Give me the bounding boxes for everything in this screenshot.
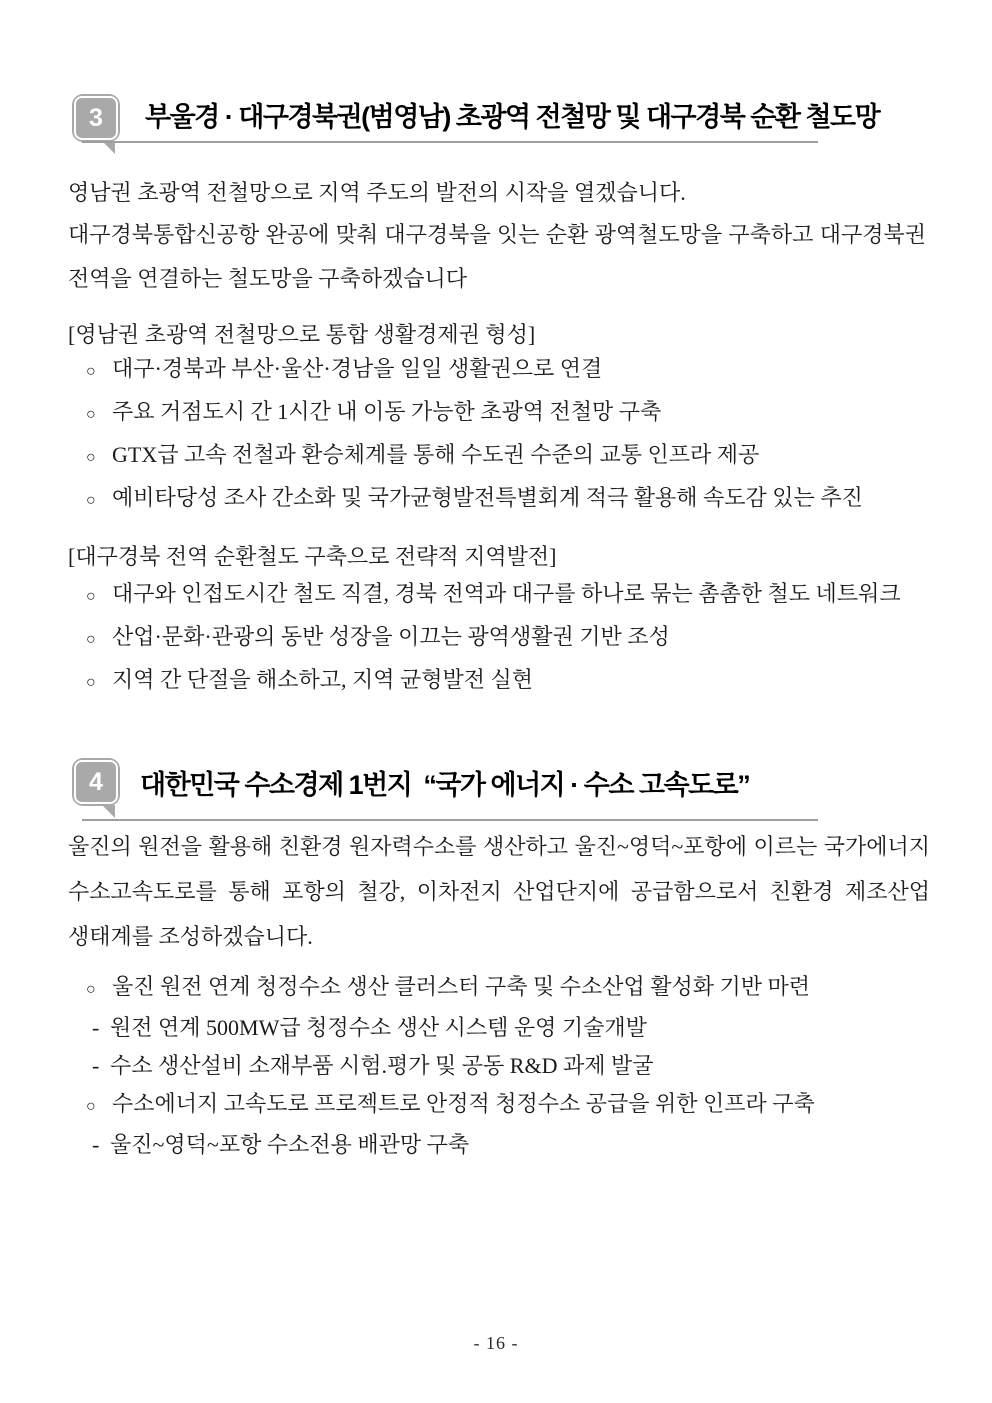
list-item-text: 산업·문화·관광의 동반 성장을 이끄는 광역생활권 기반 조성 <box>112 624 670 649</box>
page-number: - 16 - <box>473 1333 519 1353</box>
section-3-underline <box>82 141 818 143</box>
circle-bullet-marker: ○ <box>86 674 96 691</box>
list-item <box>68 968 952 1009</box>
list-item-text: 수소 생산설비 소재부품 시험.평가 및 공동 R&D 과제 발굴 <box>110 1053 654 1078</box>
circle-bullet-marker: ○ <box>86 449 96 466</box>
circle-bullet-marker: ○ <box>86 981 96 998</box>
list-item-text: GTX급 고속 전철과 환승체계를 통해 수도권 수준의 교통 인프라 제공 <box>112 442 760 467</box>
dash-bullet-marker: - <box>92 1132 100 1157</box>
dash-bullet-marker: - <box>92 1053 100 1078</box>
badge-tail-shape <box>102 805 115 818</box>
section-3-badge <box>72 94 120 142</box>
section-3-paragraph-1: 영남권 초광역 전철망으로 지역 주도의 발전의 시작을 열겠습니다. <box>68 180 686 205</box>
section-4-underline <box>82 819 818 821</box>
section-3-paragraph-2: 대구경북통합신공항 완공에 맞춰 대구경북을 잇는 순환 광역철도망을 구축하고 대구경북권 전역을 연결하는 철도망을 구축하겠습니다 <box>68 222 926 291</box>
list-item-text: 울진 원전 연계 청정수소 생산 클러스터 구축 및 수소산업 활성화 기반 마련 <box>112 974 811 999</box>
circle-bullet-marker: ○ <box>86 492 96 509</box>
list-item <box>68 617 952 660</box>
section-3-group-1-list <box>68 349 952 521</box>
list-item-text: 원전 연계 500MW급 청정수소 생산 시스템 운영 기술개발 <box>110 1015 647 1040</box>
circle-bullet-marker: ○ <box>86 631 96 648</box>
list-item-text: 대구와 인접도시간 철도 직결, 경북 전역과 대구를 하나로 묶는 촘촘한 철도 네트워크 <box>112 581 901 606</box>
section-3-group-2-heading: [대구경북 전역 순환철도 구축으로 전략적 지역발전] <box>68 544 557 569</box>
section-4-title: 대한민국 수소경제 1번지 “국가 에너지 · 수소 고속도로” <box>140 770 750 800</box>
section-3-group-1-heading: [영남권 초광역 전철망으로 통합 생활경제권 형성] <box>68 322 536 347</box>
section-4-paragraph-1: 울진의 원전을 활용해 친환경 원자력수소를 생산하고 울진~영덕~포항에 이르는 국가에너지 수소고속도로를 통해 포항의 철강, 이차전지 산업단지에 공급함으로서 친환경 제조산업 생태계를 조성하겠습니다. <box>68 834 930 949</box>
list-item-text: 예비타당성 조사 간소화 및 국가균형발전특별회계 적극 활용해 속도감 있는 추진 <box>112 485 863 510</box>
list-subitem <box>68 1126 952 1164</box>
list-item-text: 지역 간 단절을 해소하고, 지역 균형발전 실현 <box>112 667 534 692</box>
list-item <box>68 660 952 703</box>
section-3-badge-number: 3 <box>89 103 103 132</box>
list-item-text: 울진~영덕~포항 수소전용 배관망 구축 <box>110 1132 470 1157</box>
list-subitem <box>68 1009 952 1047</box>
list-subitem <box>68 1047 952 1085</box>
section-3-title: 부울경 · 대구경북권(범영남) 초광역 전철망 및 대구경북 순환 철도망 <box>145 102 880 132</box>
list-item <box>68 478 952 521</box>
circle-bullet-marker: ○ <box>86 588 96 605</box>
circle-bullet-marker: ○ <box>86 1098 96 1115</box>
section-3-group-2-list <box>68 574 952 703</box>
list-item-text: 수소에너지 고속도로 프로젝트로 안정적 청정수소 공급을 위한 인프라 구축 <box>112 1091 815 1116</box>
list-item <box>68 574 952 617</box>
list-item <box>68 392 952 435</box>
list-item <box>68 1085 952 1126</box>
list-item-text: 주요 거점도시 간 1시간 내 이동 가능한 초광역 전철망 구축 <box>112 399 662 424</box>
list-item <box>68 435 952 478</box>
section-4-list <box>68 968 952 1164</box>
list-item-text: 대구·경북과 부산·울산·경남을 일일 생활권으로 연결 <box>112 356 603 381</box>
dash-bullet-marker: - <box>92 1015 100 1040</box>
list-item <box>68 349 952 392</box>
section-4-badge <box>72 758 120 806</box>
circle-bullet-marker: ○ <box>86 363 96 380</box>
circle-bullet-marker: ○ <box>86 406 96 423</box>
section-4-badge-number: 4 <box>89 767 103 796</box>
